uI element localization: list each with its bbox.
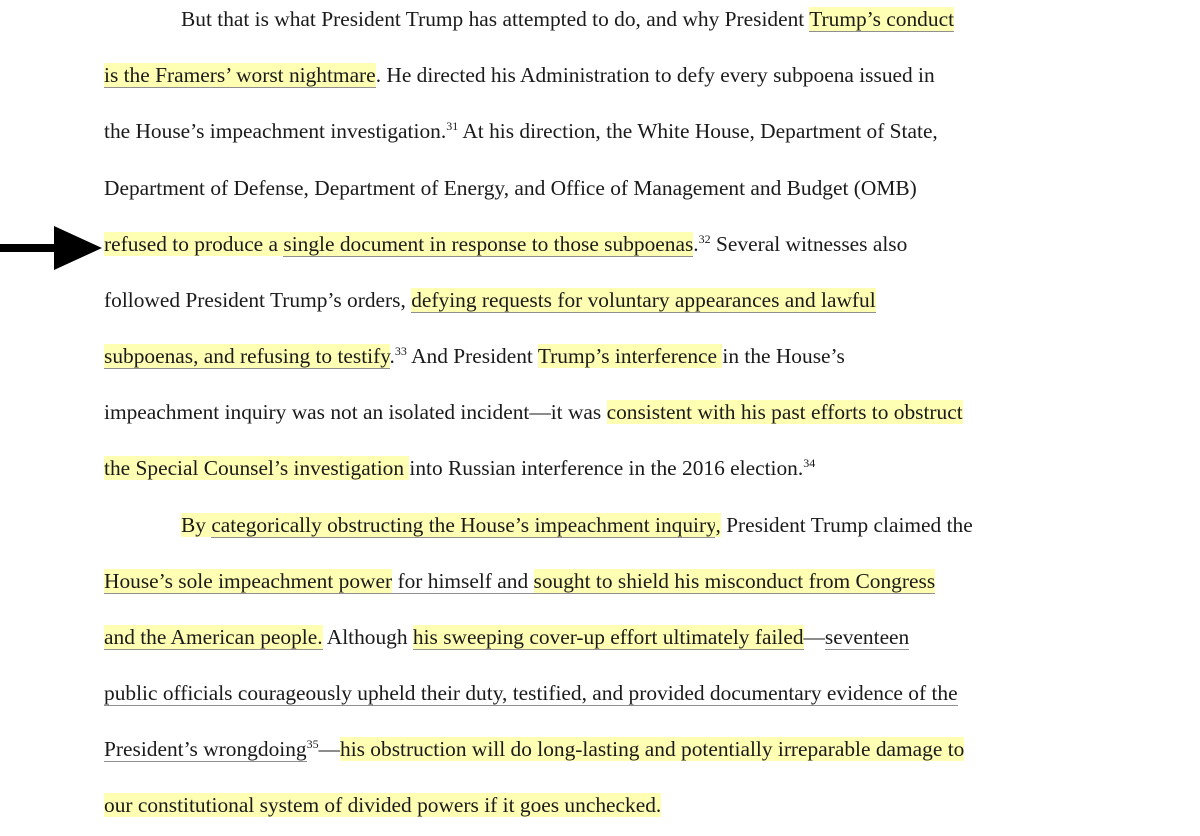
p1-line-3 xyxy=(104,116,938,146)
right-arrow-icon xyxy=(0,224,104,272)
text-run: for himself and xyxy=(392,569,534,593)
text-run: our constitutional system of divided powers if it goes unchecked. xyxy=(104,793,662,817)
text-run: public officials courageously upheld their duty, testified, and provided documentary evidence of the xyxy=(104,681,958,705)
text-run: Department of Defense, Department of Energy, and Office of Management and Budget (OMB) xyxy=(104,176,917,200)
text-run: By xyxy=(181,513,212,537)
text-run: And President xyxy=(406,344,538,368)
p1-line-6 xyxy=(104,285,876,315)
text-run: his sweeping cover-up effort ultimately failed xyxy=(412,625,804,649)
text-run: refused to produce a xyxy=(104,232,284,256)
p1-line-5 xyxy=(104,229,907,259)
text-run: At his direction, the White House, Department of State, xyxy=(458,119,938,143)
p1-line-2 xyxy=(104,60,935,90)
p1-line-9 xyxy=(104,453,815,483)
text-run: into Russian interference in the 2016 election. xyxy=(409,456,804,480)
footnote-ref: 32 xyxy=(698,232,711,246)
text-run: Trump’s interference xyxy=(537,344,723,368)
text-run: — xyxy=(803,625,825,649)
text-run: consistent with his past efforts to obstruct xyxy=(606,400,963,424)
text-run: Trump’s conduct xyxy=(809,7,955,31)
text-run: President Trump claimed the xyxy=(720,513,973,537)
text-run: Several witnesses also xyxy=(710,232,908,256)
p2-line-1 xyxy=(181,510,973,540)
text-run: . xyxy=(693,232,699,256)
text-run: the Special Counsel’s investigation xyxy=(104,456,410,480)
p2-line-4 xyxy=(104,678,958,708)
p2-line-5 xyxy=(104,734,964,764)
p1-line-1 xyxy=(181,4,954,34)
text-run: his obstruction will do long-lasting and potentially irreparable damage to xyxy=(340,737,965,761)
text-run: followed President Trump’s orders, xyxy=(104,288,412,312)
text-run: sought to shield his misconduct from Congress xyxy=(533,569,936,593)
text-run: categorically obstructing the House’s impeachment inquiry xyxy=(211,513,716,537)
text-run: Although xyxy=(322,625,413,649)
text-run: the House’s impeachment investigation. xyxy=(104,119,447,143)
text-run: in the House’s xyxy=(722,344,845,368)
text-run: defying requests for voluntary appearances and lawful xyxy=(411,288,876,312)
footnote-ref: 33 xyxy=(394,344,407,358)
p1-line-7 xyxy=(104,341,845,371)
p1-line-4 xyxy=(104,173,917,203)
text-run: is the Framers’ worst nightmare xyxy=(104,63,376,87)
footnote-ref: 34 xyxy=(803,456,816,470)
text-run: — xyxy=(318,737,340,761)
text-run: But that is what President Trump has attempted to do, and why President xyxy=(181,7,810,31)
p2-line-6 xyxy=(104,790,661,820)
text-run: . He directed his Administration to defy every subpoena issued in xyxy=(375,63,935,87)
text-run: President’s wrongdoing xyxy=(104,737,307,761)
text-run: single document in response to those subpoenas xyxy=(283,232,694,256)
text-run: , xyxy=(715,513,721,537)
p1-line-8 xyxy=(104,397,963,427)
footnote-ref: 31 xyxy=(446,119,459,133)
footnote-ref: 35 xyxy=(306,737,319,751)
text-run: . xyxy=(389,344,395,368)
text-run: impeachment inquiry was not an isolated incident—it was xyxy=(104,400,607,424)
text-run: seventeen xyxy=(824,625,910,649)
p2-line-3 xyxy=(104,622,909,652)
text-run: House’s sole impeachment power xyxy=(104,569,393,593)
p2-line-2 xyxy=(104,566,935,596)
text-run: subpoenas, and refusing to testify xyxy=(104,344,390,368)
text-run: and the American people. xyxy=(104,625,323,649)
